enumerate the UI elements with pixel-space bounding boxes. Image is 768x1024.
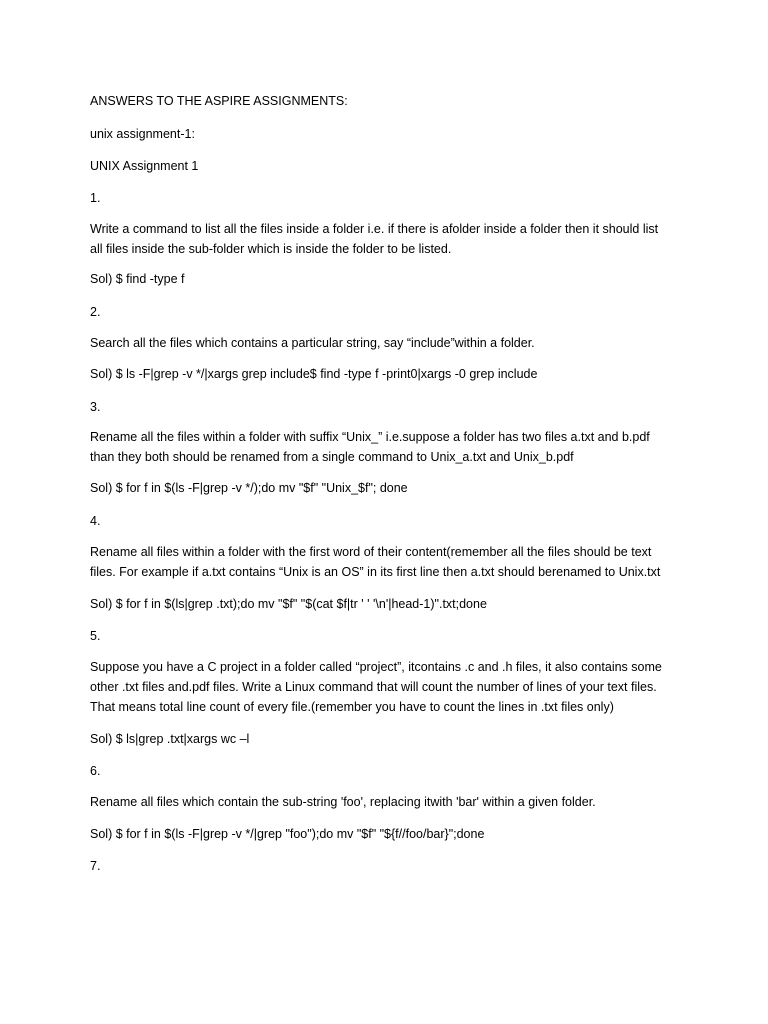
document-subheading: unix assignment-1: [90,127,195,141]
item-5-number: 5. [90,629,101,643]
item-6-question-line-1: Rename all files which contain the sub-string 'foo', replacing itwith 'bar' within a given folder. [90,795,596,809]
item-4-solution: Sol) $ for f in $(ls|grep .txt);do mv "$f" "$(cat $f|tr ' ' '\n'|head-1)".txt;done [90,597,487,611]
item-5-question-line-2: other .txt files and.pdf files. Write a Linux command that will count the number of lines of your text files. [90,680,657,694]
item-5-solution: Sol) $ ls|grep .txt|xargs wc –l [90,732,250,746]
item-2-number: 2. [90,305,101,319]
item-2-question-line-1: Search all the files which contains a particular string, say “include”within a folder. [90,336,535,350]
item-4-question-line-2: files. For example if a.txt contains “Unix is an OS” in its first line then a.txt should berenamed to Unix.txt [90,565,661,579]
item-3-solution: Sol) $ for f in $(ls -F|grep -v */);do mv "$f" "Unix_$f"; done [90,481,408,495]
item-3-number: 3. [90,400,101,414]
document-heading: ANSWERS TO THE ASPIRE ASSIGNMENTS: [90,94,348,108]
item-1-question-line-1: Write a command to list all the files inside a folder i.e. if there is afolder inside a folder then it should list [90,222,659,236]
item-1-solution: Sol) $ find -type f [90,272,185,286]
item-5-question-line-3: That means total line count of every file.(remember you have to count the lines in .txt files only) [90,700,614,714]
item-3-question-line-1: Rename all the files within a folder with suffix “Unix_” i.e.suppose a folder has two files a.txt and b.pdf [90,430,650,444]
item-4-question-line-1: Rename all files within a folder with the first word of their content(remember all the files should be text [90,545,652,559]
item-1-question-line-2: all files inside the sub-folder which is inside the folder to be listed. [90,242,452,256]
item-3-question-line-2: than they both should be renamed from a single command to Unix_a.txt and Unix_b.pdf [90,450,574,464]
item-1-number: 1. [90,191,101,205]
document-title: UNIX Assignment 1 [90,159,199,173]
item-2-solution: Sol) $ ls -F|grep -v */|xargs grep include$ find -type f -print0|xargs -0 grep include [90,367,538,381]
item-4-number: 4. [90,514,101,528]
item-5-question-line-1: Suppose you have a C project in a folder called “project”, itcontains .c and .h files, it also contains some [90,660,662,674]
item-7-number: 7. [90,859,101,873]
item-6-solution: Sol) $ for f in $(ls -F|grep -v */|grep "foo");do mv "$f" "${f//foo/bar}";done [90,827,485,841]
item-6-number: 6. [90,764,101,778]
